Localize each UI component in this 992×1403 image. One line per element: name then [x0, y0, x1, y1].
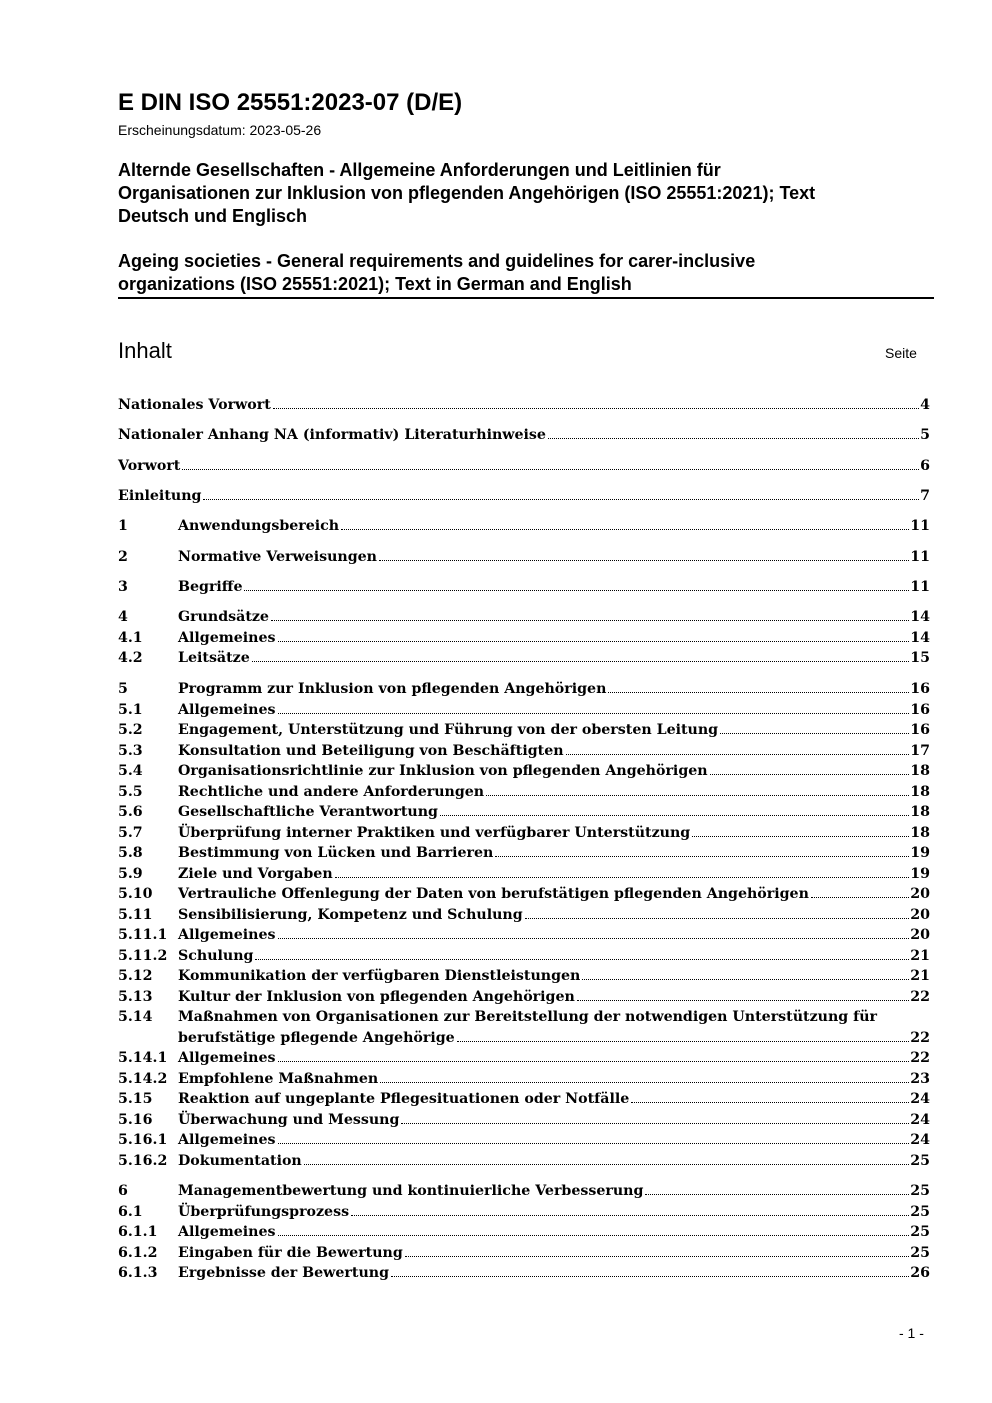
toc-entry[interactable] — [118, 905, 930, 925]
toc-entry-title: Kommunikation der verfügbaren Dienstleistungen — [178, 968, 581, 984]
toc-entry-number: 5 — [118, 681, 128, 697]
toc-dot-leader — [278, 1143, 910, 1144]
toc-dot-leader — [379, 560, 909, 561]
toc-entry-number: 5.1 — [118, 702, 143, 718]
toc-entry[interactable] — [118, 761, 930, 781]
toc-entry-page: 21 — [910, 948, 930, 964]
toc-entry-page: 25 — [910, 1245, 930, 1261]
toc-dot-leader — [244, 590, 909, 591]
toc-entry-number: 5.4 — [118, 763, 143, 779]
toc-entry[interactable] — [118, 802, 930, 822]
english-title-line: organizations (ISO 25551:2021); Text in German and English — [118, 274, 632, 294]
toc-entry-line — [178, 1069, 930, 1089]
toc-entry-title: Allgemeines — [178, 927, 276, 943]
toc-dot-leader — [566, 754, 910, 755]
toc-entry[interactable] — [118, 1202, 930, 1222]
toc-entry-line — [178, 782, 930, 802]
toc-entry[interactable] — [118, 925, 930, 945]
toc-entry[interactable] — [118, 741, 930, 761]
toc-dot-leader — [304, 1164, 910, 1165]
document-id: E DIN ISO 25551:2023-07 (D/E) — [118, 89, 463, 116]
toc-dot-leader — [457, 1041, 910, 1042]
toc-entry-page: 25 — [910, 1153, 930, 1169]
toc-entry-line — [178, 1181, 930, 1201]
toc-entry-line — [118, 395, 930, 415]
toc-entry-line — [178, 516, 930, 536]
toc-entry[interactable] — [118, 987, 930, 1007]
toc-entry-title: Organisationsrichtlinie zur Inklusion von pflegenden Angehörigen — [178, 763, 708, 779]
toc-entry-page: 20 — [910, 907, 930, 923]
toc-entry[interactable] — [118, 720, 930, 740]
toc-entry-title: Kultur der Inklusion von pflegenden Angehörigen — [178, 989, 575, 1005]
german-title-line: Organisationen zur Inklusion von pflegenden Angehörigen (ISO 25551:2021); Text — [118, 183, 816, 203]
toc-entry-title: Ziele und Vorgaben — [178, 866, 333, 882]
toc-entry-page: 21 — [910, 968, 930, 984]
toc-entry-title: Grundsätze — [178, 609, 269, 625]
toc-page-column-label: Seite — [885, 345, 917, 361]
toc-entry-number: 6.1.2 — [118, 1245, 158, 1261]
toc-entry-page: 6 — [920, 458, 930, 474]
toc-entry-page: 5 — [920, 427, 930, 443]
publication-date: Erscheinungsdatum: 2023-05-26 — [118, 122, 322, 138]
toc-entry[interactable] — [118, 1089, 930, 1109]
toc-entry-page: 24 — [910, 1112, 930, 1128]
toc-entry[interactable] — [118, 884, 930, 904]
toc-entry-number: 5.12 — [118, 968, 153, 984]
toc-entry-page: 18 — [910, 804, 930, 820]
toc-entry-title: Bestimmung von Lücken und Barrieren — [178, 845, 494, 861]
toc-dot-leader — [278, 1061, 910, 1062]
toc-entry-number: 5.16.2 — [118, 1153, 168, 1169]
toc-entry-page: 26 — [910, 1265, 930, 1281]
toc-entry-title: Überprüfungsprozess — [178, 1204, 350, 1220]
toc-entry-line — [178, 1222, 930, 1242]
toc-entry-title: Vorwort — [118, 458, 181, 474]
toc-entry-line — [178, 577, 930, 597]
toc-entry-title: Schulung — [178, 948, 254, 964]
toc-entry-title: Einleitung — [118, 488, 202, 504]
toc-dot-leader — [720, 733, 909, 734]
toc-dot-leader — [380, 1082, 909, 1083]
toc-entry-number: 5.16.1 — [118, 1132, 168, 1148]
toc-entry-line — [178, 700, 930, 720]
toc-entry-page: 24 — [910, 1132, 930, 1148]
toc-entry-line — [178, 1089, 930, 1109]
toc-dot-leader — [486, 795, 909, 796]
toc-entry[interactable] — [118, 679, 930, 699]
toc-entry-line — [178, 761, 930, 781]
toc-entry-page: 22 — [910, 1030, 930, 1046]
toc-entry-title: Programm zur Inklusion von pflegenden Angehörigen — [178, 681, 607, 697]
toc-entry[interactable] — [118, 547, 930, 567]
toc-entry-page: 22 — [910, 1050, 930, 1066]
toc-entry-title: Dokumentation — [178, 1153, 302, 1169]
toc-entry-line — [178, 607, 930, 627]
toc-dot-leader — [273, 408, 919, 409]
toc-dot-leader — [255, 959, 909, 960]
toc-entry-number: 5.14.1 — [118, 1050, 168, 1066]
toc-dot-leader — [391, 1276, 909, 1277]
toc-dot-leader — [278, 938, 910, 939]
toc-entry-page: 19 — [910, 845, 930, 861]
toc-entry-page: 16 — [910, 681, 930, 697]
toc-entry-page: 7 — [920, 488, 930, 504]
toc-entry-page: 18 — [910, 784, 930, 800]
toc-entry-number: 5.14 — [118, 1009, 153, 1025]
toc-entry-title: Nationales Vorwort — [118, 397, 271, 413]
toc-entry[interactable] — [118, 1151, 930, 1171]
toc-entry-number: 5.8 — [118, 845, 143, 861]
toc-dot-leader — [278, 1235, 910, 1236]
toc-entry-line — [178, 802, 930, 822]
toc-entry-line — [178, 1202, 930, 1222]
toc-dot-leader — [278, 641, 910, 642]
toc-dot-leader — [335, 877, 910, 878]
toc-entry-line — [178, 720, 930, 740]
toc-entry-line — [178, 1263, 930, 1283]
toc-entry-title: Sensibilisierung, Kompetenz und Schulung — [178, 907, 523, 923]
toc-entry-number: 5.14.2 — [118, 1071, 168, 1087]
toc-dot-leader — [341, 529, 909, 530]
toc-entry-page: 16 — [910, 702, 930, 718]
toc-dot-leader — [525, 918, 910, 919]
toc-entry[interactable] — [118, 577, 930, 597]
toc-entry-line — [178, 1028, 930, 1048]
toc-entry-title: Empfohlene Maßnahmen — [178, 1071, 379, 1087]
toc-entry-line — [178, 547, 930, 567]
toc-entry-line — [118, 425, 930, 445]
toc-entry-line — [178, 823, 930, 843]
toc-entry-title: Anwendungsbereich — [178, 518, 340, 534]
toc-entry[interactable] — [118, 425, 930, 445]
toc-entry-page: 17 — [910, 743, 930, 759]
toc-entry-page: 22 — [910, 989, 930, 1005]
toc-entry[interactable] — [118, 782, 930, 802]
toc-entry-number: 4 — [118, 609, 128, 625]
toc-dot-leader — [495, 856, 909, 857]
toc-entry-line — [118, 456, 930, 476]
toc-dot-leader — [811, 897, 909, 898]
toc-entry-title: Eingaben für die Bewertung — [178, 1245, 403, 1261]
toc-dot-leader — [405, 1256, 909, 1257]
toc-entry[interactable] — [118, 1181, 930, 1201]
toc-entry-number: 5.5 — [118, 784, 143, 800]
toc-entry-number: 5.11.2 — [118, 948, 168, 964]
toc-entry-line — [178, 864, 930, 884]
toc-entry-page: 23 — [910, 1071, 930, 1087]
toc-entry-page: 14 — [910, 630, 930, 646]
toc-entry-line — [178, 628, 930, 648]
toc-entry-line — [178, 1110, 930, 1130]
toc-entry-line — [178, 1130, 930, 1150]
toc-entry-line — [178, 1048, 930, 1068]
toc-dot-leader — [582, 979, 909, 980]
toc-entry-number: 5.10 — [118, 886, 153, 902]
toc-entry-title-line: Maßnahmen von Organisationen zur Bereitstellung der notwendigen Unterstützung für — [178, 1009, 878, 1025]
toc-entry-page: 16 — [910, 722, 930, 738]
toc-entry-number: 4.1 — [118, 630, 143, 646]
toc-entry-number: 5.13 — [118, 989, 153, 1005]
toc-dot-leader — [401, 1123, 909, 1124]
toc-entry[interactable] — [118, 456, 930, 476]
toc-entry[interactable] — [118, 700, 930, 720]
toc-entry-title: Gesellschaftliche Verantwortung — [178, 804, 438, 820]
toc-entry-page: 25 — [910, 1183, 930, 1199]
german-title-line: Alternde Gesellschaften - Allgemeine Anforderungen und Leitlinien für — [118, 160, 721, 180]
toc-entry[interactable] — [118, 1263, 930, 1283]
toc-entry-line — [178, 648, 930, 668]
toc-entry-number: 5.11.1 — [118, 927, 168, 943]
toc-entry[interactable] — [118, 823, 930, 843]
toc-dot-leader — [182, 469, 919, 470]
toc-entry-line — [178, 966, 930, 986]
toc-entry[interactable] — [118, 1069, 930, 1089]
toc-entry-line — [178, 1151, 930, 1171]
toc-entry-title: Überprüfung interner Praktiken und verfügbarer Unterstützung — [178, 825, 691, 841]
toc-heading: Inhalt — [118, 338, 172, 363]
toc-entry-title: Allgemeines — [178, 1050, 276, 1066]
toc-entry-page: 18 — [910, 825, 930, 841]
toc-entry-line — [178, 843, 930, 863]
toc-entry-title: Allgemeines — [178, 1224, 276, 1240]
toc-dot-leader — [645, 1194, 909, 1195]
toc-entry-page: 24 — [910, 1091, 930, 1107]
toc-entry-page: 14 — [910, 609, 930, 625]
toc-entry[interactable] — [118, 1130, 930, 1150]
toc-entry-number: 5.6 — [118, 804, 143, 820]
toc-dot-leader — [203, 499, 919, 500]
toc-entry-title: Rechtliche und andere Anforderungen — [178, 784, 485, 800]
toc-dot-leader — [608, 692, 909, 693]
german-title-line: Deutsch und Englisch — [118, 206, 308, 226]
toc-entry-page: 4 — [920, 397, 930, 413]
toc-entry-title: Allgemeines — [178, 702, 276, 718]
toc-entry-line — [118, 486, 930, 506]
toc-entry-number: 3 — [118, 579, 128, 595]
toc-entry-line — [178, 741, 930, 761]
toc-entry-number: 6.1.3 — [118, 1265, 158, 1281]
toc-entry-title: Allgemeines — [178, 1132, 276, 1148]
toc-dot-leader — [577, 1000, 909, 1001]
toc-entry[interactable] — [118, 966, 930, 986]
toc-entry-page: 20 — [910, 886, 930, 902]
toc-entry-number: 5.3 — [118, 743, 143, 759]
toc-entry-page: 19 — [910, 866, 930, 882]
toc-entry-page: 25 — [910, 1224, 930, 1240]
toc-entry-line — [178, 946, 930, 966]
toc-entry-number: 6.1 — [118, 1204, 143, 1220]
toc-entry[interactable] — [118, 843, 930, 863]
toc-entry-title: Allgemeines — [178, 630, 276, 646]
toc-dot-leader — [351, 1215, 909, 1216]
toc-entry-line — [178, 987, 930, 1007]
toc-entry-page: 15 — [910, 650, 930, 666]
toc-entry-title: berufstätige pflegende Angehörige — [178, 1030, 455, 1046]
toc-entry-title: Nationaler Anhang NA (informativ) Literaturhinweise — [118, 427, 546, 443]
toc-entry[interactable] — [118, 946, 930, 966]
toc-entry-title: Leitsätze — [178, 650, 250, 666]
toc-entry-line — [178, 884, 930, 904]
toc-entry[interactable] — [118, 395, 930, 415]
toc-entry-title: Konsultation und Beteiligung von Beschäftigten — [178, 743, 564, 759]
toc-entry-title: Normative Verweisungen — [178, 549, 377, 565]
toc-entry-page: 20 — [910, 927, 930, 943]
toc-entry-line — [178, 679, 930, 699]
toc-entry-number: 5.11 — [118, 907, 153, 923]
toc-entry-number: 4.2 — [118, 650, 143, 666]
toc-dot-leader — [278, 713, 910, 714]
toc-entry-page: 25 — [910, 1204, 930, 1220]
toc-entry[interactable] — [118, 1007, 930, 1049]
toc-entry[interactable] — [118, 607, 930, 627]
toc-entry-line — [178, 1243, 930, 1263]
toc-entry-title: Vertrauliche Offenlegung der Daten von berufstätigen pflegenden Angehörigen — [178, 886, 809, 902]
toc-entry-number: 1 — [118, 518, 128, 534]
toc-dot-leader — [271, 620, 909, 621]
toc-entry-number: 5.7 — [118, 825, 143, 841]
toc-entry[interactable] — [118, 1110, 930, 1130]
toc-entry[interactable] — [118, 1243, 930, 1263]
toc-entry[interactable] — [118, 1222, 930, 1242]
toc-entry-number: 5.2 — [118, 722, 143, 738]
toc-entry-page: 11 — [910, 518, 930, 534]
toc-dot-leader — [252, 661, 909, 662]
toc-entry-line — [178, 905, 930, 925]
toc-entry[interactable] — [118, 628, 930, 648]
toc-entry-number: 5.9 — [118, 866, 143, 882]
toc-entry-title: Reaktion auf ungeplante Pflegesituationen oder Notfälle — [178, 1091, 630, 1107]
toc-entry-number: 2 — [118, 549, 128, 565]
toc-entry-page: 11 — [910, 579, 930, 595]
toc-entry-page: 11 — [910, 549, 930, 565]
toc-entry-title: Überwachung und Messung — [178, 1112, 400, 1128]
toc-entry-title: Managementbewertung und kontinuierliche Verbesserung — [178, 1183, 644, 1199]
toc-entry[interactable] — [118, 486, 930, 506]
toc-entry-number: 5.16 — [118, 1112, 153, 1128]
toc-entry[interactable] — [118, 516, 930, 536]
toc-entry-number: 6.1.1 — [118, 1224, 158, 1240]
toc-dot-leader — [710, 774, 910, 775]
english-title-line: Ageing societies - General requirements and guidelines for carer-inclusive — [118, 251, 756, 271]
toc-entry-title: Engagement, Unterstützung und Führung von der obersten Leitung — [178, 722, 719, 738]
toc-entry-title: Begriffe — [178, 579, 243, 595]
toc-entry-line — [178, 925, 930, 945]
toc-entry-number: 5.15 — [118, 1091, 153, 1107]
toc-entry[interactable] — [118, 1048, 930, 1068]
toc-dot-leader — [631, 1102, 909, 1103]
toc-entry[interactable] — [118, 864, 930, 884]
page-number: - 1 - — [899, 1325, 924, 1341]
toc-dot-leader — [548, 438, 919, 439]
toc-dot-leader — [692, 836, 909, 837]
toc-entry-number: 6 — [118, 1183, 128, 1199]
toc-dot-leader — [440, 815, 909, 816]
toc-entry-page: 18 — [910, 763, 930, 779]
toc-entry[interactable] — [118, 648, 930, 668]
toc-entry-title: Ergebnisse der Bewertung — [178, 1265, 389, 1281]
